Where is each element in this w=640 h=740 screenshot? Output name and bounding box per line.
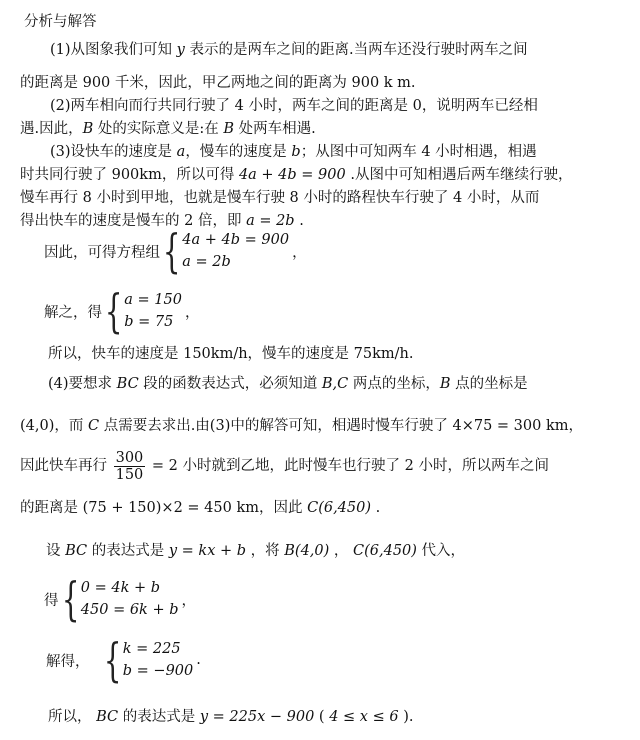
math-var: a (176, 144, 186, 160)
equation: k = 225 (122, 641, 181, 657)
math-eq: 4a + 4b = 900 (238, 167, 346, 183)
math-var: B,C (321, 376, 349, 392)
math-var: y (176, 42, 185, 58)
left-brace: { (104, 284, 123, 338)
system-equations (182, 229, 289, 273)
part3-line2 (20, 165, 572, 185)
part3-line3: 慢车再行 8 小时到甲地，也就是慢车行驶 8 小时的路程快车行驶了 4 小时，从而 (20, 190, 540, 206)
equation: b = 75 (124, 314, 174, 330)
equation: b = −900 (122, 663, 194, 679)
math-eq: y = 225x − 900 (199, 709, 315, 725)
text: ( (314, 709, 330, 725)
math-var: B (82, 121, 94, 137)
text: 处的实际意义是:在 (93, 121, 224, 137)
text: ，因此 (258, 500, 308, 516)
equation: 450 = 6k + b (80, 602, 179, 618)
text: 点的坐标是 (450, 376, 528, 392)
system-equations (123, 638, 193, 682)
equation-system-4 (46, 633, 201, 687)
system-label: 得 (44, 592, 59, 609)
text: 遇.因此， (20, 121, 83, 137)
math-eq: y = kx + b (168, 543, 247, 559)
text: ，而 (54, 418, 88, 434)
math-var: BC (65, 543, 88, 559)
text: (4)要想求 (48, 376, 117, 392)
part1-line2: 的距离是 900 千米，因此，甲乙两地之间的距离为 900 k m. (20, 75, 416, 91)
equation-system-3 (44, 572, 196, 626)
system-label: 解得， (46, 653, 90, 670)
math-eq: B(4,0) (284, 543, 330, 559)
heading: 分析与解答 (24, 14, 97, 30)
text: 时共同行驶了 900km，所以可得 (20, 167, 239, 183)
text: . (371, 500, 381, 516)
denominator: 150 (115, 466, 144, 483)
math-var: BC (96, 709, 119, 725)
math-eq: (4,0) (20, 418, 55, 434)
math-eq: C(6,450) (307, 500, 372, 516)
math-var: B (439, 376, 451, 392)
equation-system-1 (44, 224, 307, 278)
part4-line3 (20, 448, 549, 484)
punctuation: ， (292, 244, 307, 261)
part1-line1 (50, 40, 528, 60)
equation-system-2 (44, 284, 200, 338)
text: ). (398, 709, 414, 725)
text: 得出快车的速度是慢车的 2 倍，即 (20, 213, 247, 229)
text: ；从图中可知两车 4 小时相遇，相遇 (300, 144, 537, 160)
text: 两点的坐标， (348, 376, 440, 392)
text: 所以， (48, 709, 97, 725)
left-brace: { (61, 572, 79, 626)
math-var: b (291, 144, 301, 160)
text: ， (568, 418, 583, 434)
punctuation: ， (181, 592, 196, 609)
math-var: BC (116, 376, 139, 392)
text: 处两车相遇. (234, 121, 316, 137)
text: ， (329, 543, 354, 559)
system-equations (81, 577, 179, 621)
text: 的表达式是 (87, 543, 169, 559)
math-eq: 4 ≤ x ≤ 6 (329, 709, 399, 725)
punctuation: . (196, 652, 201, 668)
equation: a = 2b (182, 254, 231, 270)
part4-line2 (20, 416, 583, 436)
text: 的表达式是 (118, 709, 200, 725)
part2-line2 (20, 119, 316, 139)
part2-line1: (2)两车相向而行共同行驶了 4 小时，两车之间的距离是 0，说明两车已经相 (50, 98, 538, 114)
system-label: 解之，得 (44, 304, 102, 321)
part4-line1 (48, 374, 528, 394)
text: 的距离是 (20, 500, 83, 516)
final-result (48, 707, 413, 727)
text: ，将 (246, 543, 285, 559)
text: .从图中可知相遇后两车继续行驶， (345, 167, 573, 183)
math-eq: 4×75 = 300 km (452, 418, 569, 434)
text: . (294, 213, 304, 229)
text: 段的函数表达式，必须知道 (138, 376, 322, 392)
math-eq: C(6,450) (353, 543, 417, 559)
text: 设 (46, 543, 66, 559)
numerator: 300 (115, 449, 144, 466)
text: 点需要去求出.由(3)中的解答可知，相遇时慢车行驶了 (99, 418, 453, 434)
equation: a = 150 (124, 292, 182, 308)
text: 表示的是两车之间的距离.当两车还没行驶时两车之间 (184, 42, 528, 58)
fraction (114, 450, 146, 483)
math-eq: (75 + 150)×2 = 450 km (82, 500, 259, 516)
text: 代入， (416, 543, 466, 559)
text: 因此快车再行 (20, 458, 112, 474)
system-label: 因此，可得方程组 (44, 244, 160, 261)
speeds-result: 所以，快车的速度是 150km/h，慢车的速度是 75km/h. (48, 346, 414, 362)
system-equations (124, 289, 182, 333)
left-brace: { (103, 633, 121, 687)
part3-line1 (50, 142, 537, 162)
math-var: C (87, 418, 100, 434)
text: (3)设快车的速度是 (50, 144, 177, 160)
text: (1)从图象我们可知 (50, 42, 177, 58)
equation: 0 = 4k + b (80, 580, 161, 596)
equation: 4a + 4b = 900 (182, 232, 290, 248)
left-brace: { (162, 224, 181, 278)
math-eq: a = 2b (246, 213, 295, 229)
setup-line (46, 541, 465, 561)
part4-line4 (20, 498, 380, 518)
math-var: B (223, 121, 235, 137)
punctuation: ， (184, 304, 200, 321)
text: ，慢车的速度是 (185, 144, 292, 160)
text: = 2 小时就到乙地，此时慢车也行驶了 2 小时，所以两车之间 (147, 458, 549, 474)
